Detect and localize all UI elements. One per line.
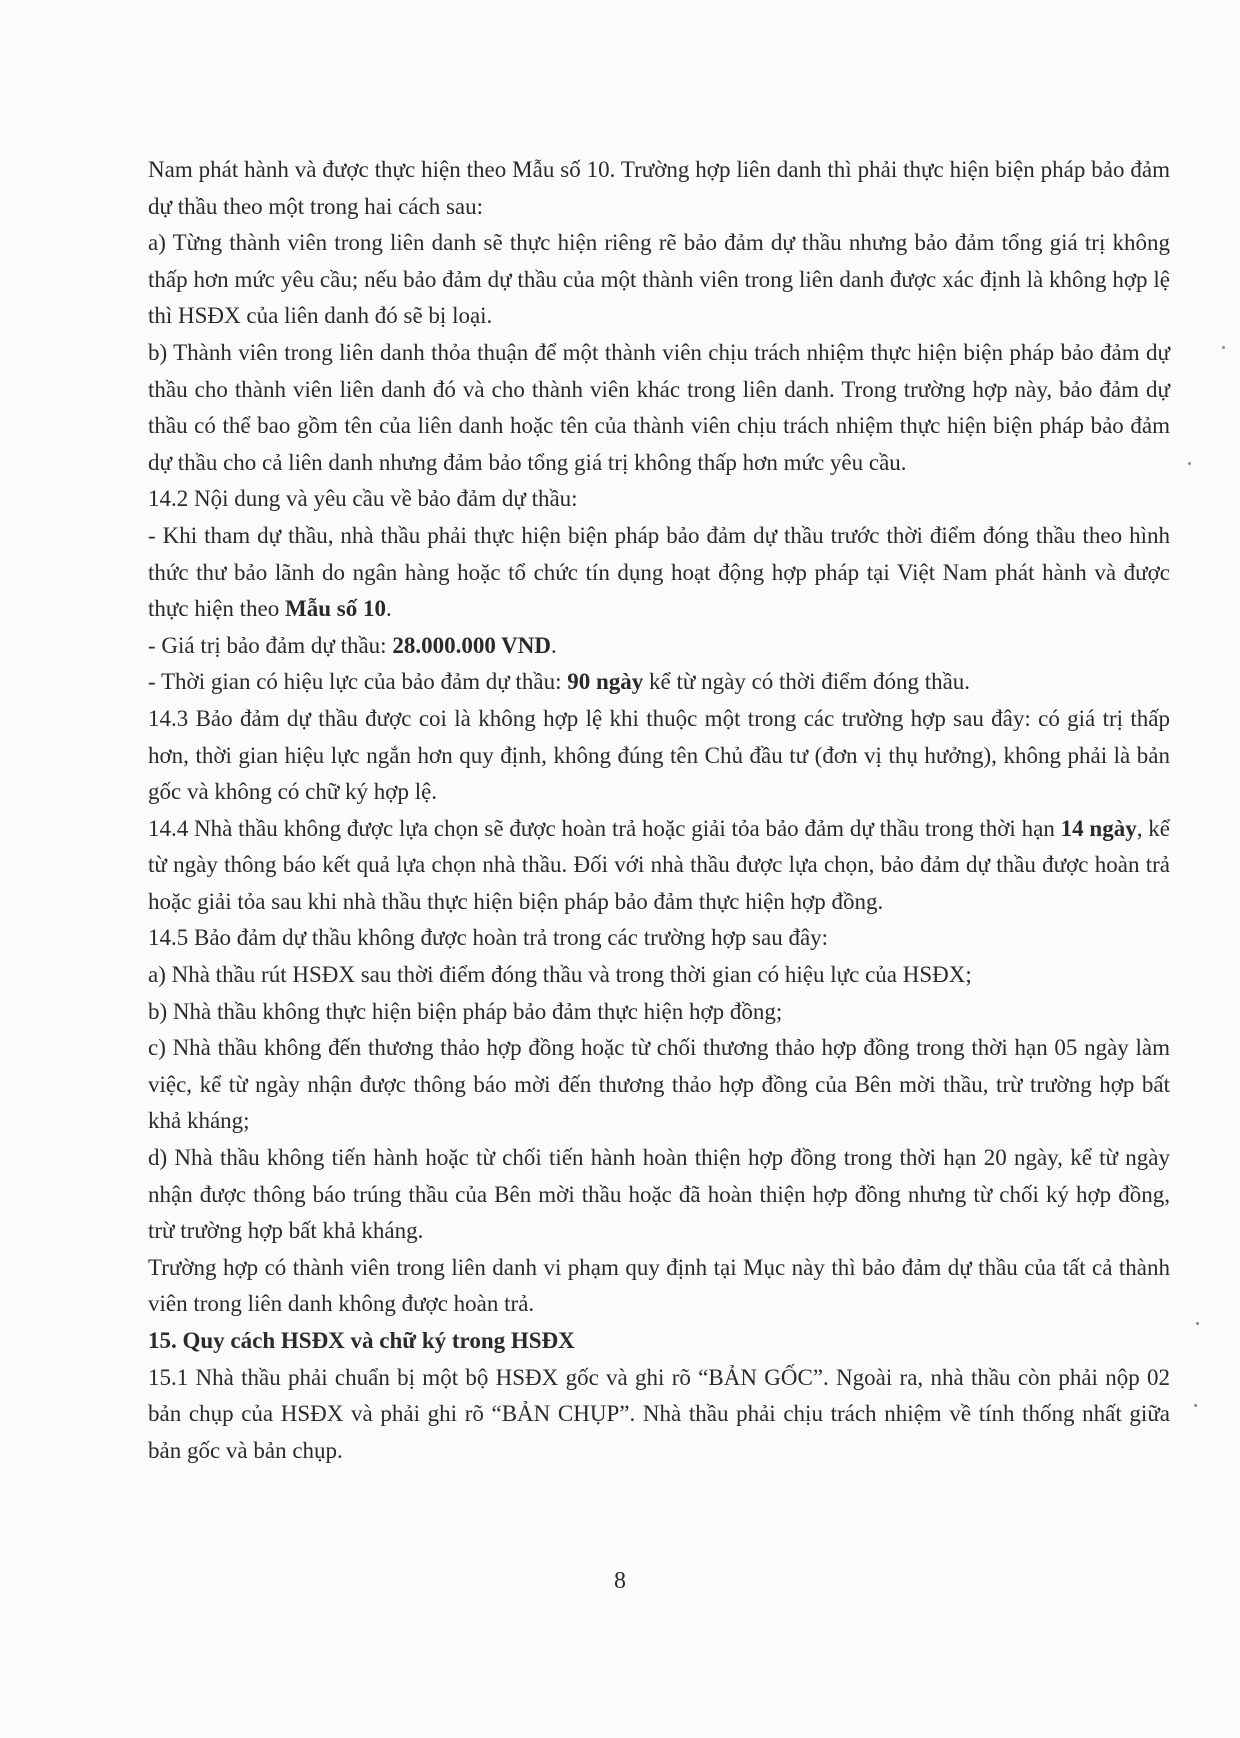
- text-segment: 14.4 Nhà thầu không được lựa chọn sẽ được hoàn trả hoặc giải tỏa bảo đảm dự thầu trong thời hạn: [148, 815, 1061, 841]
- document-body: [148, 152, 1170, 1469]
- paragraph-14-2-title: 14.2 Nội dung và yêu cầu về bảo đảm dự thầu:: [148, 486, 578, 512]
- paragraph-option-b: b) Thành viên trong liên danh thỏa thuận để một thành viên chịu trách nhiệm thực hiện biện pháp bảo đảm dự thầu cho thành viên liên danh đó và cho thành viên khác trong liên danh. Trong trường hợp này, bảo đảm dự thầu có thể bao gồm tên của liên danh hoặc tên của thành viên chịu trách nhiệm thực hiện biện pháp bảo đảm dự thầu cho cả liên danh nhưng đảm bảo tổng giá trị không thấp hơn mức yêu cầu.: [148, 339, 1170, 475]
- paragraph-14-5-c: c) Nhà thầu không đến thương thảo hợp đồng hoặc từ chối thương thảo hợp đồng trong thời hạn 05 ngày làm việc, kể từ ngày nhận được thông báo mời đến thương thảo hợp đồng của Bên mời thầu, trừ trường hợp bất khả kháng;: [148, 1035, 1170, 1134]
- scan-speck: [1188, 462, 1191, 465]
- text-segment: - Thời gian có hiệu lực của bảo đảm dự thầu:: [148, 669, 568, 695]
- section-15-heading: 15. Quy cách HSĐX và chữ ký trong HSĐX: [148, 1328, 575, 1353]
- return-days-bold: 14 ngày: [1060, 815, 1137, 841]
- text-segment: , kể từ ngày thông báo kết quả lựa chọn nhà thầu. Đối với nhà thầu được lựa chọn, bảo đảm dự thầu được hoàn trả hoặc giải tỏa sau khi nhà thầu thực hiện biện pháp bảo đảm thực hiện hợp đồng.: [148, 815, 1170, 914]
- guarantee-amount-bold: 28.000.000 VND: [392, 632, 551, 658]
- text-segment: .: [551, 632, 557, 658]
- paragraph-validity-period: [148, 664, 1170, 701]
- paragraph-15-1: 15.1 Nhà thầu phải chuẩn bị một bộ HSĐX gốc và ghi rõ “BẢN GỐC”. Ngoài ra, nhà thầu còn phải nộp 02 bản chụp của HSĐX và phải ghi rõ “BẢN CHỤP”. Nhà thầu phải chịu trách nhiệm về tính thống nhất giữa bản gốc và bản chụp.: [148, 1364, 1170, 1463]
- paragraph-14-5-a: a) Nhà thầu rút HSĐX sau thời điểm đóng thầu và trong thời gian có hiệu lực của HSĐX;: [148, 962, 972, 988]
- text-segment: - Khi tham dự thầu, nhà thầu phải thực hiện biện pháp bảo đảm dự thầu trước thời điểm đóng thầu theo hình thức thư bảo lãnh do ngân hàng hoặc tổ chức tín dụng hoạt động hợp pháp tại Việt Nam phát hành và được thực hiện theo: [148, 522, 1170, 622]
- paragraph-joint-venture-intro: Nam phát hành và được thực hiện theo Mẫu số 10. Trường hợp liên danh thì phải thực hiện biện pháp bảo đảm dự thầu theo một trong hai cách sau:: [148, 157, 1170, 219]
- paragraph-14-4: [148, 811, 1170, 921]
- paragraph-14-5-b: b) Nhà thầu không thực hiện biện pháp bảo đảm thực hiện hợp đồng;: [148, 998, 783, 1024]
- scan-speck: [1196, 1322, 1199, 1325]
- form-reference-bold: Mẫu số 10: [285, 596, 386, 622]
- text-segment: - Giá trị bảo đảm dự thầu:: [148, 632, 393, 658]
- paragraph-14-2-guarantee-form: [148, 518, 1170, 628]
- paragraph-guarantee-value: [148, 628, 1170, 665]
- text-segment: kể từ ngày có thời điểm đóng thầu.: [643, 669, 971, 695]
- validity-days-bold: 90 ngày: [567, 669, 644, 695]
- text-segment: .: [385, 596, 392, 622]
- paragraph-option-a: a) Từng thành viên trong liên danh sẽ thực hiện riêng rẽ bảo đảm dự thầu nhưng bảo đảm tổng giá trị không thấp hơn mức yêu cầu; nếu bảo đảm dự thầu của một thành viên trong liên danh được xác định là không hợp lệ thì HSĐX của liên danh đó sẽ bị loại.: [148, 230, 1170, 329]
- scan-speck: [1222, 346, 1225, 349]
- paragraph-14-5-title: 14.5 Bảo đảm dự thầu không được hoàn trả trong các trường hợp sau đây:: [148, 925, 829, 951]
- scan-speck: [1194, 1404, 1197, 1407]
- paragraph-14-3: 14.3 Bảo đảm dự thầu được coi là không hợp lệ khi thuộc một trong các trường hợp sau đây: có giá trị thấp hơn, thời gian hiệu lực ngắn hơn quy định, không đúng tên Chủ đầu tư (đơn vị thụ hưởng), không phải là bản gốc và không có chữ ký hợp lệ.: [148, 705, 1170, 805]
- page-number: 8: [614, 1568, 626, 1594]
- paragraph-14-5-d: d) Nhà thầu không tiến hành hoặc từ chối tiến hành hoàn thiện hợp đồng trong thời hạn 20 ngày, kể từ ngày nhận được thông báo trúng thầu của Bên mời thầu hoặc đã hoàn thiện hợp đồng nhưng từ chối ký hợp đồng, trừ trường hợp bất khả kháng.: [148, 1145, 1170, 1244]
- paragraph-joint-venture-violation: Trường hợp có thành viên trong liên danh vi phạm quy định tại Mục này thì bảo đảm dự thầu của tất cả thành viên trong liên danh không được hoàn trả.: [148, 1254, 1170, 1317]
